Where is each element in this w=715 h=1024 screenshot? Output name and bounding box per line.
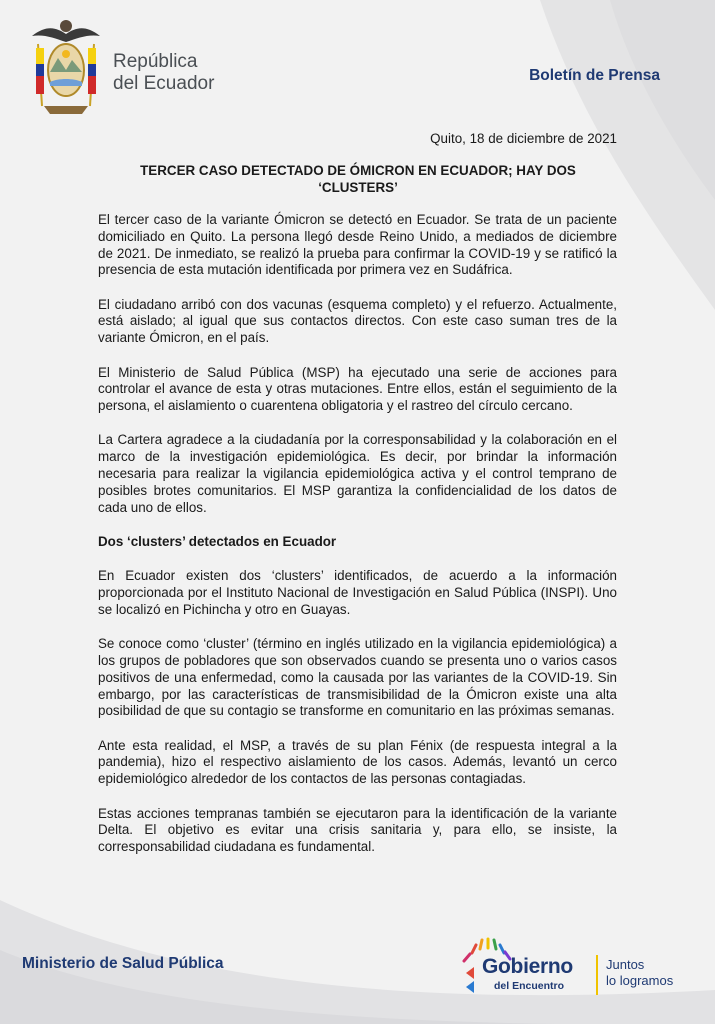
paragraph: El ciudadano arribó con dos vacunas (esquema completo) y el refuerzo. Actualmente, está aislado; al igual que sus contactos directos. Con este caso suman tres de la variante Ómicron, en el país. [98,296,617,346]
paragraph: Se conoce como ‘cluster’ (término en inglés utilizado en la vigilancia epidemiológica) a los grupos de pobladores que son observados cuando se presenta uno o varios casos positivos de una enfermedad, como la causada por las variantes de la COVID-19. Sin embargo, por las características de transmisibilidad de la Ómicron existe una alta posibilidad de que su contagio se transforme en comunitario en las próximas semanas. [98,636,617,719]
gov-main-label: Gobierno [482,955,573,978]
logo-divider [596,955,598,995]
brand-line-2: del Ecuador [113,73,215,94]
header [0,0,715,130]
slogan-line-1: Juntos [606,957,645,972]
date-line: Quito, 18 de diciembre de 2021 [430,131,617,146]
republic-brand [113,51,214,95]
paragraph: En Ecuador existen dos ‘clusters’ identificados, de acuerdo a la información proporcionada por el Instituto Nacional de Investigación en Salud Pública (INSPI). Uno se localizó en Pichincha y otro en Guayas. [98,568,617,617]
ministry-label: Ministerio de Salud Pública [22,955,224,972]
paragraph: Estas acciones tempranas también se ejecutaron para la identificación de la variante Delta. El objetivo es evitar una crisis sanitaria y, para ello, se insiste, la corresponsabilidad ciudadana es fundamental. [98,805,617,855]
title-line-2: ‘CLUSTERS’ [318,180,398,195]
title-line-1: TERCER CASO DETECTADO DE ÓMICRON EN ECUADOR; HAY DOS [140,163,576,178]
paragraph: El tercer caso de la variante Ómicron se detectó en Ecuador. Se trata de un paciente domiciliado en Quito. La persona llegó desde Reino Unido, a mediados de diciembre de 2021. De inmediato, se realizó la prueba para confirmar la COVID-19 y se ratificó la presencia de esta mutación identificada por primera vez en Sudáfrica. [98,212,617,278]
paragraph: Ante esta realidad, el MSP, a través de su plan Fénix (de respuesta integral a la pandemia), hizo el respectivo aislamiento de los casos. Además, levantó un cerco epidemiológico alrededor de los contactos de las personas contagiadas. [98,737,617,787]
paragraph: El Ministerio de Salud Pública (MSP) ha ejecutado una serie de acciones para controlar el avance de esta y otras mutaciones. Entre ellos, están el seguimiento de la persona, el aislamiento o cuarentena obligatoria y el rastreo del círculo cercano. [98,364,617,414]
slogan [606,957,673,989]
section-subheading: Dos ‘clusters’ detectados en Ecuador [98,533,337,549]
article-title [98,162,618,196]
slogan-line-2: lo logramos [606,973,674,988]
gov-sub-label: del Encuentro [494,980,565,992]
article-body [98,212,617,873]
ecuador-coat-of-arms-icon [22,14,110,118]
paragraph: La Cartera agradece a la ciudadanía por la corresponsabilidad y la colaboración en el marco de la investigación epidemiológica. Es decir, por brindar la información necesaria para realizar la vigilancia epidemiológica activa y el control temprano de posibles brotes comunitarios. El MSP garantiza la confidencialidad de los datos de cada uno de ellos. [98,432,617,515]
gobierno-del-encuentro-logo [460,935,700,1005]
brand-line-1: República [113,51,198,72]
bulletin-label: Boletín de Prensa [529,67,660,84]
